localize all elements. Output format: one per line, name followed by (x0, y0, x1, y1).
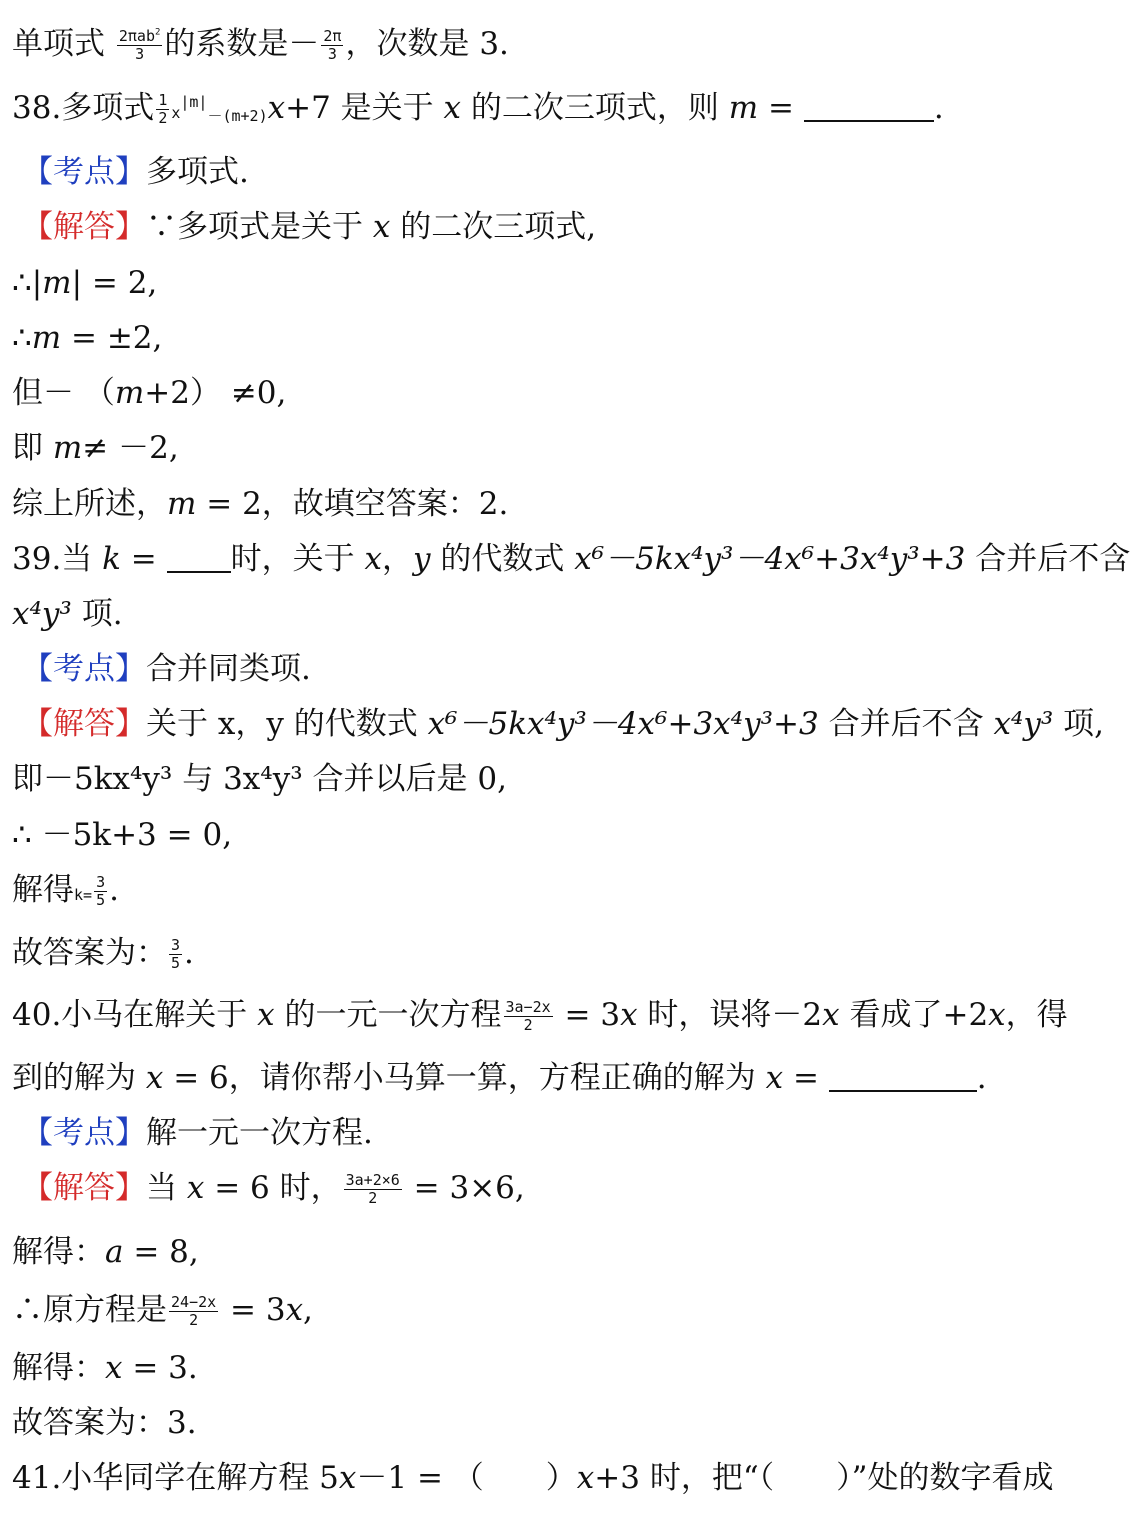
answer-tag: 【解答】 (22, 1170, 146, 1206)
text: m (31, 320, 62, 356)
answer-blank[interactable] (829, 1062, 977, 1092)
answer-38-line-3 (12, 318, 162, 358)
text: x (338, 1460, 357, 1496)
text: x (145, 1060, 164, 1096)
text: 40.小马在解关于 (12, 997, 258, 1033)
knowledge-point-40 (22, 1113, 373, 1153)
text: ， (381, 541, 413, 577)
text: x (257, 997, 275, 1033)
fraction: $\frac{3}{5}$ (96, 873, 106, 909)
text: 即－5kx⁴y³ 与 3x⁴y³ 合并以后是 0, (12, 761, 507, 797)
answer-38-line-4 (12, 373, 286, 413)
text: x (988, 997, 1006, 1033)
text: +2） ≠0, (144, 375, 287, 411)
question-38 (12, 88, 944, 128)
knowledge-tag: 【考点】 (22, 1115, 146, 1151)
text: , (303, 1292, 313, 1328)
answer-39-line-4 (12, 870, 119, 910)
fraction: $\frac{1}{2}$ (158, 91, 168, 127)
text: 的系数是－ (164, 26, 320, 62)
text: 综上所述， (12, 486, 167, 522)
text: ∴| (12, 265, 43, 301)
text: k= (74, 886, 93, 904)
text: 合并后不含 (965, 541, 1130, 577)
fraction: $\frac{2\pi ab^2}{3}$ (118, 27, 161, 63)
text: = 3. (122, 1350, 198, 1386)
knowledge-point-39 (22, 649, 311, 689)
question-40-line-1 (12, 995, 1068, 1035)
question-40-line-2 (12, 1058, 987, 1098)
text: x (267, 90, 286, 126)
text: x (372, 209, 391, 245)
text: 的二次三项式，则 (461, 90, 729, 126)
answer-38-line-2 (12, 263, 157, 303)
answer-38-line-1 (22, 207, 596, 247)
text: 时，误将－2 (637, 997, 823, 1033)
answer-39-line-1 (22, 704, 1104, 744)
exponent: |m| (180, 92, 208, 111)
text: 项, (1053, 706, 1105, 742)
knowledge-tag: 【考点】 (22, 154, 146, 190)
text: m (167, 486, 197, 522)
answer-40-line-2 (12, 1232, 199, 1272)
text: = 8, (123, 1234, 199, 1270)
text: +7 是关于 (285, 90, 444, 126)
text: m (42, 265, 72, 301)
text: 38.多项式 (12, 90, 155, 126)
answer-38-line-5 (12, 428, 179, 468)
text: 时，关于 (230, 541, 365, 577)
text: m (728, 90, 759, 126)
answer-39-line-3 (12, 815, 232, 855)
answer-40-line-3 (12, 1290, 313, 1330)
text: x (822, 997, 840, 1033)
text: 解得 (12, 872, 74, 908)
text: x (364, 541, 382, 577)
answer-blank[interactable] (804, 92, 934, 122)
text: = (783, 1060, 829, 1096)
question-39-line-1 (12, 539, 1130, 579)
text: 但－ （ (12, 375, 115, 411)
text: = (758, 90, 804, 126)
text: 解得： (12, 1350, 105, 1386)
text: = ±2, (61, 320, 163, 356)
text: x (443, 90, 461, 126)
text: k (102, 541, 121, 577)
text: = 6，请你帮小马算一算，方程正确的解为 (163, 1060, 766, 1096)
text: | = 2, (71, 265, 158, 301)
answer-tag: 【解答】 (22, 209, 146, 245)
text: ，次数是 3. (345, 26, 509, 62)
text: = 3 (554, 997, 621, 1033)
text: ∴原方程是 (12, 1292, 167, 1328)
text: m (52, 430, 83, 466)
question-39-line-2 (12, 594, 123, 634)
answer-38-line-6 (12, 484, 508, 524)
line-monomial-coefficient (12, 24, 509, 64)
text: a (105, 1234, 124, 1270)
text: x (171, 104, 181, 122)
text: . (976, 1060, 987, 1096)
text: 故答案为：3. (12, 1405, 197, 1441)
text: 41.小华同学在解方程 5 (12, 1460, 339, 1496)
text: ∴ (12, 320, 32, 356)
answer-blank[interactable] (167, 543, 231, 573)
text: y (412, 541, 431, 577)
expression: x⁴y³ (993, 706, 1054, 742)
answer-40-line-5 (12, 1403, 197, 1443)
text: 多项式. (146, 154, 249, 190)
fraction: $\frac{3a+2\times 6}{2}$ (345, 1171, 400, 1207)
text: 39.当 (12, 541, 103, 577)
text: x (620, 997, 638, 1033)
text: 解一元一次方程. (146, 1115, 373, 1151)
text: = 3 (220, 1292, 286, 1328)
fraction: $\frac{3a-2x}{2}$ (505, 998, 551, 1034)
text: = 2，故填空答案：2. (196, 486, 509, 522)
text: = 3×6, (403, 1170, 525, 1206)
text: 的一元一次方程 (274, 997, 502, 1033)
text: x (105, 1350, 123, 1386)
text: 项. (71, 596, 123, 632)
text: 看成了+2 (839, 997, 989, 1033)
text: 故答案为： (12, 935, 167, 971)
text: 关于 x，y 的代数式 (146, 706, 428, 742)
expression: x⁴y³ (12, 596, 72, 632)
knowledge-tag: 【考点】 (22, 651, 146, 687)
text: = (120, 541, 167, 577)
text: ∵多项式是关于 (146, 209, 373, 245)
text: x (765, 1060, 784, 1096)
answer-40-line-4 (12, 1348, 198, 1388)
expression: x⁶－5kx⁴y³－4x⁶+3x⁴y³+3 (427, 706, 819, 742)
text: +3 时，把“（ ）”处的数字看成 (594, 1460, 1054, 1496)
text: 当 (146, 1170, 187, 1206)
fraction: $\frac{3}{5}$ (171, 936, 181, 972)
answer-tag: 【解答】 (22, 706, 146, 742)
expression: x⁶－5kx⁴y³－4x⁶+3x⁴y³+3 (574, 541, 966, 577)
text: ≠ －2, (82, 430, 179, 466)
text: －(m+2) (207, 107, 268, 125)
text: x (186, 1170, 205, 1206)
text: 合并同类项. (146, 651, 311, 687)
question-41 (12, 1458, 1054, 1498)
text: m (114, 375, 145, 411)
answer-39-line-5 (12, 933, 194, 973)
text: x (576, 1460, 595, 1496)
text: ∴ －5k+3 = 0, (12, 817, 233, 853)
text: 到的解为 (12, 1060, 146, 1096)
answer-39-line-2 (12, 759, 507, 799)
text: 的二次三项式, (390, 209, 597, 245)
text: －1 = （ ） (356, 1460, 577, 1496)
text: 单项式 (12, 26, 115, 62)
fraction: $\frac{24-2x}{2}$ (171, 1293, 217, 1329)
fraction: $\frac{2\pi}{3}$ (323, 27, 342, 63)
text: 解得： (12, 1234, 105, 1270)
text: . (109, 872, 119, 908)
text: . (933, 90, 944, 126)
text: = 6 时， (204, 1170, 342, 1206)
text: ，得 (1005, 997, 1068, 1033)
text: . (184, 935, 194, 971)
text: 即 (12, 430, 53, 466)
answer-40-line-1 (22, 1168, 525, 1208)
knowledge-point-38 (22, 152, 249, 192)
text: 的代数式 (430, 541, 575, 577)
text: x (285, 1292, 304, 1328)
text: 合并后不含 (818, 706, 994, 742)
